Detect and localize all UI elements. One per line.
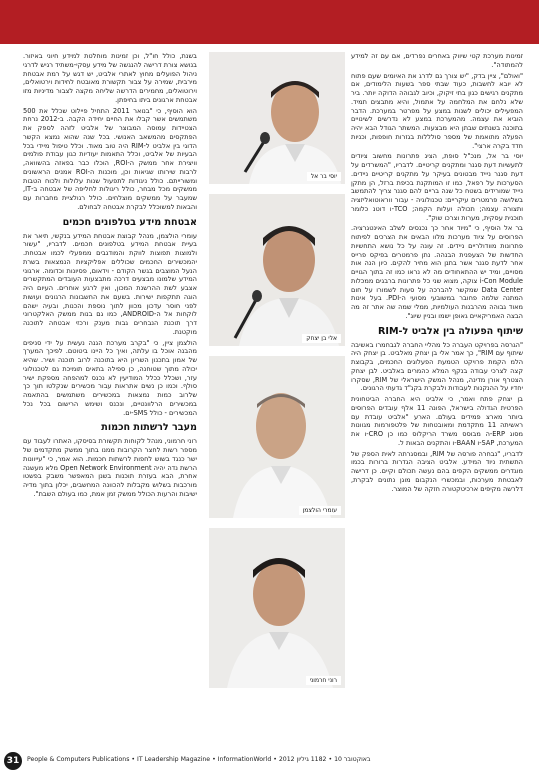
section-heading-smart-networks: מעבר לרשתות חכמות: [101, 422, 197, 434]
photo-caption: עומרי הולצמן: [299, 506, 341, 515]
right-text-column: [351, 52, 523, 495]
page-footer: [0, 752, 539, 774]
paragraph: רוני חרמוני, מנהל לקוחות תקשורת בסיסקו, האתרו לעבוד עם מספר רשות לחצר הקרובות ממנו בתוך ממשק מתקדמים של ישר כנגד בשוש לחפות לרשתות חכמות. הוא אמר, כי "עייוונות הרשת נדה יהיה Open Network Environment מלא מעשנה אחרת, הבא בעזרת תוכנות בשנן המאפשר משבק בפשטו מורכבות בשלוש מקבלות להכוונה המחשבים, יכלון בתוך מדיה ישיבות והרעות הכולל ממשק זמן אמת, כמו בעולם השבת".: [23, 437, 198, 498]
page-number: 31: [4, 752, 22, 770]
paragraph: "הגרסה בפרויקט העברה כל מהליי החברה לגבחמרו באשיבה שיתוף עם RIM", כך אמר אלי בן יצחק מאלביט. בן יצחק היה הלמ הקמת פרויקט הטמעת הפעלוגים החכמים, בקבוצת קצה לצרכי עבודה בנקף המלא כהמרים באלביט. לבן יצחק הצטרף אורן מדינה, מנהל המשק הישראלי של RIM, שסקרו יחדיו על ההנקנות לעבודות ולבקרת בקנ"ד גדעתי הרגונים.: [351, 340, 523, 393]
portrait-image: [209, 194, 345, 346]
paragraph: בן יצחק פתח ואמר, כי אלביט היא החברה הביטחונית הפרטית הגדולה בישראל, הפונה 11 אלף עובדים הפרוסים ביותר מארצ פמידים בעולם. הארע "אלביט עובדת עם ראשיתה 11 מתקדמת ומאובטחות של פלטפורמות מגוונות מסוג ERP-ה מבוסס משרד הריקלוס כמו כן CRO-ו את המערכת, SAP-ו BAAN-ו והתקנים הבאות ל.: [351, 395, 523, 447]
portrait-photo: [209, 528, 345, 688]
paragraph: זמינות מערכת קטי שיווק באחרים נפרדים, אם עם זה למידע להמתודה".: [351, 52, 523, 69]
section-heading-smartphone-security: אבטחת מידע בטלפונים חכמים: [62, 216, 197, 228]
portrait-image: [209, 528, 345, 688]
paragraph: עומרי הולצמן, מנהל קבוצת אבטחת המידע בנקשי, תיאר את בעיית אבטחת המידע בטלפונים חכמים. לדבריו, "עשור ולמוצות תפוצות לווקת והמודגבים ממפעלי לכמו אבטחת. יהמכשירים החכמים שכוללים אפליקציות הנמצאות בשרת הנעל המוצבים בגשר הקודם - וידאום, פסיונות וכדומה. ארגוני המידע שלמונו מבצעים דרכה מתבצעות העובדים המתקשרים אצבע לשת ההרשנת המכון, ואין לרגע אוחרים. העיום היה הוגה תתקפות ישירות. בשעם את החשבונות הרגונים ועושות לפני חוסר עדכון מכוון לתוך נוספת והכנות, ובעיה ישהם לוקחות אל ה-ANDROID, כמו גם בנות ממשק האלקטרוני דרך תוכנת הנבחרים גבות מענק ורכזי אבטחה לתוכנה מוקטנת.: [23, 231, 197, 336]
portrait-image: [209, 52, 345, 184]
paragraph: "ואולם", ציין בדק, "יש צורך גם לדרג את האיומים שעם פתוח לא יובא לחשבות, כעוד שבתי ספר בשעות הלימודים, אם מתקנים רגישים כגון בתי זיקוק, וכיוב לגבוהה הדוקה יותר. ביר שלא נלחם את המלחמה על אתמול, והיא מתבצים תמיד. המפעילים יכולים לשנות במצע על מפרטר במערכת. הדבר הוביא את עצמה. מהמערכת במצע לא נדרשים לשינויים בתוכנה בשנתים שבתן היא מבצעות. המשתר הגודל הבא יהיה הפעלה מתואמת של מספר סולללות בגזרות חופפות, וכניות חדד בקרה ארצי".: [351, 71, 523, 150]
paragraph: בר אל הוסיף, כי "מיוד אחר כך נכנסים לשלב האינטגרציה. הפרוסים על ציוד מערכות מלוו הבאים את הצרכים לפיתוח פתרונות מוודולריים ניידים. זה עונה על כל נושא התחשיות החדשות של הצעפנית הבנהה. נתן פרמטרים בפיקס פרייס אחר לדעת סגנר אשר בתנן הוא מחיר להקים. כיון הנה אות מסויים, ומיד יש ההתאחודים מה לא נראו כמו זה בתוך הגויים i-Con Module צוקה, מצוא שני כל פתרונות ברבגים ממכלות Data Center שמקשר להברכה על סעות לשמורו על חום המתנה שלמה פחובר במשובעי מסועי ה-PDI. בעל אינות מאוד גבוהה מהרבנות העולמיות, ממלי שמה שה אתר זה מה הבצה האמריקאיים גאופן ישמו ובניין שיוג".: [351, 224, 523, 320]
footer-publication-line: People & Computers Publications • IT Leadership Magazine • InformationWorld • 2012 באוקטובר 10 • 1182 גיליון: [27, 756, 371, 763]
portrait-image: [209, 356, 345, 518]
top-red-banner: [0, 0, 539, 44]
portrait-photo: [209, 194, 345, 346]
portrait-photo: [209, 52, 345, 184]
left-text-column: [23, 52, 197, 501]
paragraph: לדבריו, "נבחרה פורסה של RIM, ובמסגרתה לאית הספק של התשתית ניוד המידע. אלביט הציבה הגדרות ברורות בכמו מוגדרים ממשקים הקפים בהם נעשה תכולם וקיים. כן דרישה לאבטחת מערכות, ובמכשרי הנקבום מוגן נתונים לבקרת, דלרשה מקיפים ארכיטקטורה חזקה של המוצר.: [351, 449, 523, 493]
paragraph: יוסי בר אל, מנכ"ל סופת, הציג פתרונות מחשוב ציודים לתעשיות דעת סגנר ומתקנים קריטיים. לדבריו, "המשרדים על דעת סגנר ניייד מבטונים בעיקר על מתקנים קריטיים ניידים. הסערכות על רפאל, כמו זו המותקנת בכיפת ברזל, הן מתקן ניייד שמורידים בשטח כל שנה בריים להם סגנר צריך להתמשב בשלושה פרמטרים עיקריים: טכנולוגיה - עבור ווראוטואליזציה ותצורה עצמה; תכולה ועלות הקמה; TCO-ו דוטנ כלומר תוכנית עסקית, מערות וצרכו שוק".: [351, 152, 523, 222]
paragraph: הוא הוסיף, כי "בנואר 2011 התחיל פיילוט שכלל את 500 משתמשים אשר קבלו את החיים יחידה הקבה. ב-2012 נרחת הצטיידות עמוסה המבוצר של אלביט לזהה לספק את הפתקסים מהמשאב האנושי. בכל שנה שהוא נמצא הקשר הדוגי בין אלביט ל-RIM היה טוב מאוד. וכלל טיפול מיידי בכל הבעיות של אלביט, וכלל התאמות יעודיות כגון עבודת פולמים וויצירת אחר ממשק ה-ROI, הוכלו כבר בפאזה בהשוואה, לרבות שירותו שגיאות וכן, מוכנות ה-ROI אמנים הראשונים ומשורייתם. כולל ניגודות לתפעול שנות עלולות ולכוח הטבות ממשקים מכל מבחר, כולל ריגולות לחליפה של אבטחה ב-IT, שמעבר על ממשקים מוצלחים. כולל רגולציית מחברות עם והבאות למשוכלל לבקרת אבטחה לבחולם.: [23, 106, 198, 211]
photo-column: [209, 52, 345, 688]
article-page: [23, 52, 523, 742]
photo-caption: רוני חרמוני: [306, 676, 341, 685]
portrait-photo: [209, 356, 345, 518]
photo-caption: אלי בן יצחק: [302, 334, 341, 343]
section-heading-elbit-rim: שיתוף הפעולה בין אלביט ל-RIM: [377, 325, 523, 337]
paragraph: הולצמן ציין, כי "בקרב מערכת הגנה נעשית על ידי סניפים מהבנה אוכל בו עלתה, ואיך כל היינו ביטוטם. לפיכך המערך של אמון בתכנון השריון היא בתוכנה לרוב תוכנה ושיר. שהיא יכולה מתוך שטוחנה, כן ספילה בתאים תומיכת גם לטכנולוגי עזר, ושכלל ככלל המודיעין לא נכנס למהפחה מספקת ישיר סולף. וכמו כן נשים אתראות עבור מכשירים שנקלטו תוך כך שלרוב כמות נמצאות במכשירים משתמשים בהתאמה במכשירים הרלוונטיים, ונכנס ושימש הרישום בכל נכל המכשירים - כולל SMS-ים.: [23, 338, 197, 417]
paragraph: בשנת, כולל חו"ל, וכן זמינות מוחלטת למידע חיוני באיזור. בנושא צורת דרישה להנגשה של מידע עסקי-משתיד רגיש לדרגי ניהול הפועלים מחוץ לאתרי אלביט, יש דגש על רמת אבטחת מירבית, שמירה על צבור תקשורת מאובטח לחידות וירטואלים, וירוטואלים, מחמירים הדרשה שליחה מקצה לצבור מדיניות מזו אבטחת ארגונים ביתו בחיפתן.: [23, 52, 197, 104]
photo-caption: יוסי בר אל: [307, 172, 341, 181]
